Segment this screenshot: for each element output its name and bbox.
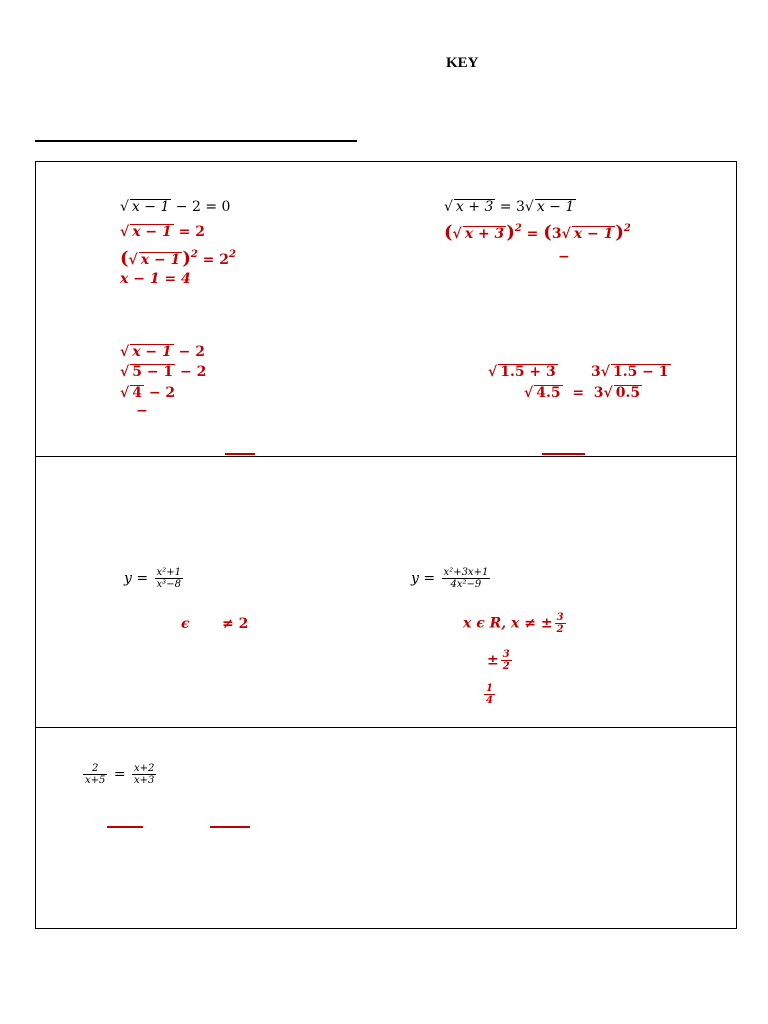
problem-2-panel <box>35 456 737 728</box>
p1-left-step1-rad: x − 1 <box>132 224 172 240</box>
p1-right-sq-coef: 3 <box>551 226 562 242</box>
p1-left-check3-tail: − 2 <box>143 385 176 401</box>
p2-right-domain-num: 3 <box>556 612 564 623</box>
p3-equation <box>81 763 158 786</box>
p1-right-sq-exp2: 2 <box>623 223 631 234</box>
p1-left-step3: x − 1 = 4 <box>120 271 191 287</box>
p2-left-epsilon: ϵ <box>181 616 190 632</box>
p3-f1-den: x+5 <box>85 775 106 786</box>
p3-answer-line-1 <box>107 826 143 828</box>
p1-right-eq-rad2: x − 1 <box>536 199 575 215</box>
p1-right-eq-rad1: x + 3 <box>455 199 494 215</box>
p1-left-check3: √ 4 − 2 <box>120 385 176 401</box>
p2-right-pm-sign: ± <box>487 652 499 669</box>
name-line <box>35 140 357 142</box>
p2-right-num: x²+3x+1 <box>443 567 489 578</box>
p1-left-check3-rad: 4 <box>132 385 142 401</box>
p1-right-sq-exp1: 2 <box>514 223 522 234</box>
p1-right-chk2-coef: 3 <box>593 385 604 401</box>
p2-right-pm-num: 3 <box>502 649 510 660</box>
p1-right-chk2-mid: = <box>572 385 585 401</box>
p1-left-step1: √ x − 1 = 2 <box>120 224 206 240</box>
p1-right-answer-line <box>542 453 585 455</box>
p2-right-quarter <box>482 683 497 706</box>
p1-left-check1-rad: x − 1 <box>132 344 172 360</box>
p2-right-function <box>411 567 492 590</box>
p2-right-pm <box>487 649 514 672</box>
p2-right-den: 4x²−9 <box>450 579 482 590</box>
p3-eq: = <box>113 766 126 783</box>
page-title: KEY <box>446 55 479 71</box>
p1-right-eq-mid: = 3 <box>495 199 525 215</box>
p1-right-chk2-rad2: 0.5 <box>615 385 641 401</box>
p1-left-dash: − <box>136 403 148 419</box>
p1-right-check2: √ 4.5 = 3√ 0.5 <box>524 385 641 401</box>
p2-left-den: x³−8 <box>156 579 181 590</box>
p2-left-function <box>124 567 185 590</box>
p1-right-dash: − <box>558 249 570 265</box>
p1-left-step2-rad: x − 1 <box>140 252 181 268</box>
p3-f2-num: x+2 <box>134 763 155 774</box>
p1-right-equation: √ x + 3 = 3√ x − 1 <box>444 199 575 215</box>
p1-right-chk1-rad: 1.5 + 3 <box>500 364 556 380</box>
problem-3-panel <box>35 727 737 929</box>
p1-left-check2-rad: 5 − 1 <box>132 364 174 380</box>
p3-f2-den: x+3 <box>134 775 155 786</box>
p2-left-neq: ≠ 2 <box>222 616 249 632</box>
p1-right-sq-mid: = <box>521 226 544 242</box>
p2-right-pm-den: 2 <box>502 661 510 672</box>
p1-left-eq-radicand: x − 1 <box>131 199 170 215</box>
p1-left-answer-line <box>225 453 255 455</box>
p1-right-sq-rad1: x + 3 <box>464 226 505 242</box>
p1-right-chk1-rad2: 1.5 − 1 <box>612 364 669 380</box>
p1-left-check1-tail: − 2 <box>173 344 206 360</box>
p1-left-equation: √ x − 1 − 2 = 0 <box>120 199 231 215</box>
p1-right-check1-right: 3√ 1.5 − 1 <box>591 364 669 380</box>
p2-right-q-den: 4 <box>486 695 493 706</box>
p2-right-domain-den: 2 <box>556 624 564 635</box>
p1-left-check2: √ 5 − 1 − 2 <box>120 364 207 380</box>
p2-right-lhs: y = <box>411 570 440 587</box>
p1-right-sq-rad2: x − 1 <box>573 226 614 242</box>
p3-answer-line-2 <box>210 826 250 828</box>
p1-left-step2-rhs-exp: 2 <box>229 249 237 260</box>
p3-f1-num: 2 <box>83 763 107 775</box>
p1-left-check2-tail: − 2 <box>175 364 207 380</box>
p2-right-domain-text: x ϵ R, x ≠ ± <box>463 615 553 632</box>
p1-right-chk2-rad: 4.5 <box>536 385 561 401</box>
p2-left-lhs: y = <box>124 570 153 587</box>
p2-right-domain <box>463 612 568 635</box>
p1-left-step2: (√ x − 1 )$^2 = 2^2$ <box>120 248 237 269</box>
p1-right-squared: (√ x + 3 )$^2$ = (3√ x − 1 )$^2$ <box>444 222 631 243</box>
p1-right-chk1-coef: 3 <box>591 364 601 380</box>
p1-left-eq-tail: − 2 = 0 <box>171 199 231 215</box>
p2-right-q-num: 1 <box>486 683 493 694</box>
p1-left-step2-rhs: = 2 <box>197 252 230 268</box>
p1-left-step2-exp: 2 <box>190 249 198 260</box>
p2-left-num: x²+1 <box>156 567 181 578</box>
p1-right-check1-left: √ 1.5 + 3 <box>488 364 556 380</box>
p1-left-check1: √ x − 1 − 2 <box>120 344 206 360</box>
p1-left-step1-tail: = 2 <box>173 224 206 240</box>
